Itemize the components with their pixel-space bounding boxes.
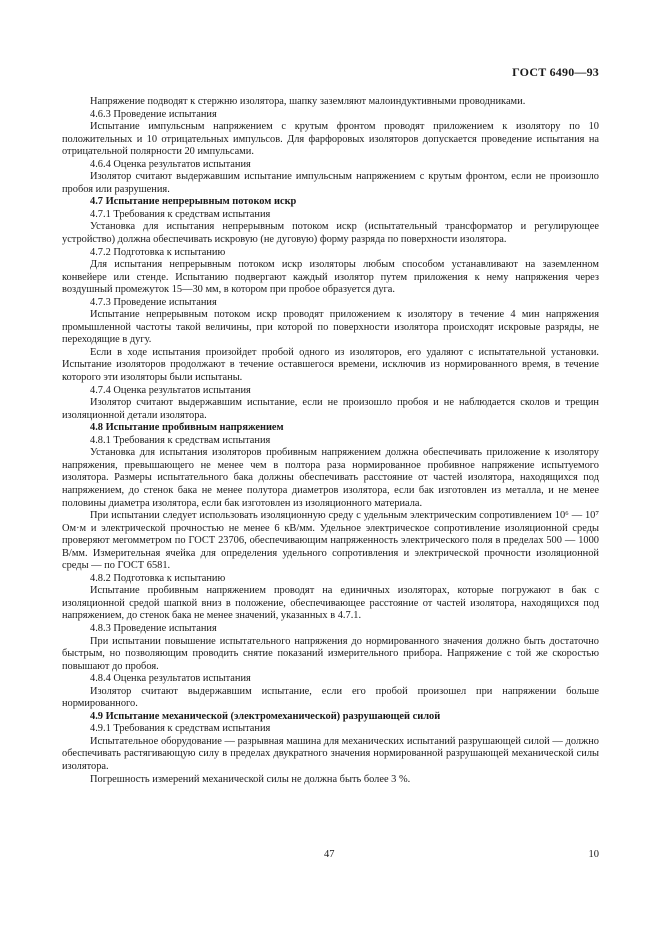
body-paragraph: Для испытания непрерывным потоком искр изоляторы любым способом устанавливают на заземленном конвейере или стенде. Испытанию подвергают каждый изолятор путем приложения к нему напряжения через воздушный промежуток 15—30 мм, в котором при пробое образуется дуга. (62, 259, 599, 296)
body-paragraph: При испытании повышение испытательного напряжения до нормированного значения должно быть достаточно быстрым, но позволяющим проводить снятие показаний измерительного прибора. Напряжение с той же скоростью повышают до пробоя. (62, 635, 599, 672)
subsection-heading: 4.8.3 Проведение испытания (90, 622, 217, 634)
body-paragraph: Изолятор считают выдержавшим испытание, если не произошло пробоя и не наблюдается сколов и трещин изоляционной детали изолятора. (62, 397, 599, 421)
section-heading: 4.7 Испытание непрерывным потоком искр (90, 196, 297, 208)
subsection-heading: 4.6.3 Проведение испытания (90, 108, 217, 120)
subsection-heading: 4.7.2 Подготовка к испытанию (90, 246, 226, 258)
body-paragraph: Испытание импульсным напряжением с крутым фронтом проводят приложением к изолятору по 10 положительных и 10 отрицательных импульсов. Для фарфоровых изоляторов допускается проведение испытания на отрицательной полярности 20 импульсами. (62, 121, 599, 158)
body-paragraph: Напряжение подводят к стержню изолятора, шапку заземляют малоиндуктивными проводниками. (90, 96, 526, 107)
body-paragraph: Изолятор считают выдержавшим испытание, если его пробой произошел при напряжении больше нормированного. (62, 685, 599, 710)
sheet-number: 10 (588, 849, 599, 860)
subsection-heading: 4.8.2 Подготовка к испытанию (90, 572, 226, 584)
subsection-heading: 4.6.4 Оценка результатов испытания (90, 158, 251, 170)
subsection-heading: 4.7.1 Требования к средствам испытания (90, 208, 271, 220)
body-paragraph: Испытание непрерывным потоком искр проводят приложением к изолятору в течение 4 мин напряжения промышленной частоты такой величины, при которой по поверхности изолятора происходят искровые разряды, не переходящие в дугу. (62, 309, 599, 346)
subsection-heading: 4.8.4 Оценка результатов испытания (90, 673, 251, 685)
body-paragraph: Испытание пробивным напряжением проводят на единичных изоляторах, которые погружают в бак с изоляционной средой шапкой вниз в положение, обеспечивающее расстояние от частей изолятора, находящихся под напряжением, до стенок бака не менее значений, указанных в 4.7.1. (62, 585, 599, 622)
page-number: 47 (324, 849, 335, 860)
body-paragraph: Изолятор считают выдержавшим испытание импульсным напряжением с крутым фронтом, если не произошло пробоя или разрушения. (62, 171, 599, 195)
subsection-heading: 4.8.1 Требования к средствам испытания (90, 434, 271, 446)
body-paragraph: Если в ходе испытания произойдет пробой одного из изоляторов, его удаляют с испытательной установки. Испытание изоляторов продолжают в течение оставшегося времени, исключив из нормированного время, в течение которого эти изоляторы были испытаны. (62, 346, 599, 384)
body-paragraph: Погрешность измерений механической силы не должна быть более 3 %. (90, 773, 411, 785)
body-paragraph: Установка для испытания изоляторов пробивным напряжением должна обеспечивать приложение к изолятору напряжения, превышающего не менее чем в полтора раза нормированное пробивное напряжение испытуемого изолятора. Размеры испытательного бака должны обеспечивать расстояние от частей изолятора, находящихся под напряжением, до стенок бака не менее полутора диаметров изолятора, если бак изготовлен из металла, и не менее половины диаметра изолятора, если бак изготовлен из изоляционного материала. (62, 447, 599, 509)
section-heading: 4.9 Испытание механической (электромеханической) разрушающей силой (90, 710, 441, 722)
document-body (62, 96, 599, 786)
body-paragraph: Установка для испытания непрерывным потоком искр (испытательный трансформатор и регулирующее устройство) должна обеспечивать искровую (не дуговую) форму разряда по поверхности изолятора. (62, 221, 599, 246)
subsection-heading: 4.9.1 Требования к средствам испытания (90, 723, 271, 735)
body-paragraph: Испытательное оборудование — разрывная машина для механических испытаний разрушающей силой — должно обеспечивать растягивающую силу в пределах двукратного значения нормированной разрушающей механической силы изолятора. (62, 735, 599, 772)
section-heading: 4.8 Испытание пробивным напряжением (90, 422, 284, 434)
document-code: ГОСТ 6490—93 (512, 65, 599, 79)
subsection-heading: 4.7.3 Проведение испытания (90, 296, 217, 308)
subsection-heading: 4.7.4 Оценка результатов испытания (90, 384, 251, 396)
body-paragraph: При испытании следует использовать изоляционную среду с удельным электрическим сопротивлением 10⁶ — 10⁷ Ом·м и электрической прочностью не менее 6 кВ/мм. Удельное электрическое сопротивление изоляционной среды проверяют мегомметром по ГОСТ 23706, обеспечивающим напряженность электрического поля в пределах 500 — 1000 В/мм. Измерительная ячейка для определения удельного сопротивления и электрической прочности изоляционной среды — по ГОСТ 6581. (62, 510, 599, 572)
